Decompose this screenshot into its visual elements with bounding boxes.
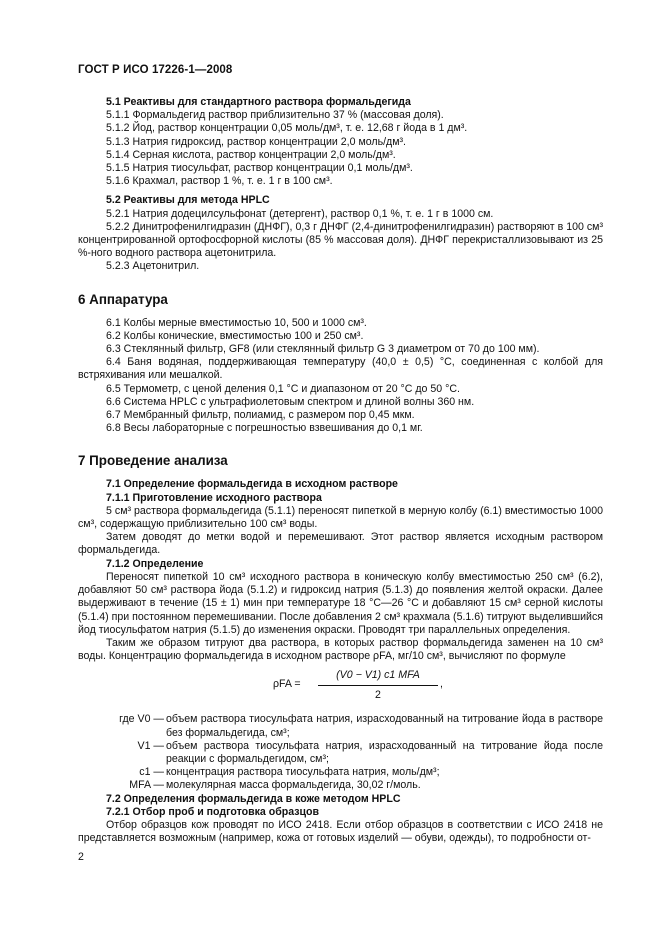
- paragraph: 5.2.2 Динитрофенилгидразин (ДНФГ), 0,3 г ДНФГ (2,4-динитрофенилгидразин) растворяют в 100 см³ концентрированной ортофосфорной кислоты (85 % массовая доля). ДНФГ перекристаллизовывают из 25 %-ного водного раствора ацетонитрила.: [78, 220, 603, 260]
- list-item: 5.1.6 Крахмал, раствор 1 %, т. е. 1 г в 100 см³.: [106, 175, 333, 188]
- definition-row: [78, 766, 603, 779]
- page-number: 2: [78, 851, 84, 863]
- list-item: 5.1.1 Формальдегид раствор приблизительно 37 % (массовая доля).: [106, 109, 444, 122]
- paragraph: Затем доводят до метки водой и перемешивают. Этот раствор является исходным раствором формальдегида.: [78, 531, 603, 557]
- list-item: 6.7 Мембранный фильтр, полиамид, с размером пор 0,45 мкм.: [106, 409, 415, 422]
- list-item: 5.1.4 Серная кислота, раствор концентрации 2,0 моль/дм³.: [106, 148, 396, 161]
- definition-text: молекулярная масса формальдегида, 30,02 г/моль.: [166, 779, 421, 792]
- list-item: 6.6 Система HPLC с ультрафиолетовым спектром и длиной волны 360 нм.: [106, 395, 475, 408]
- document-header: ГОСТ Р ИСО 17226-1—2008: [78, 64, 233, 76]
- list-item: 5.1.5 Натрия тиосульфат, раствор концентрации 0,1 моль/дм³.: [106, 162, 413, 175]
- section-7-1-2-title: 7.1.2 Определение: [106, 557, 204, 570]
- section-5-2-title: 5.2 Реактивы для метода HPLC: [106, 194, 270, 207]
- definition-row: [78, 740, 603, 766]
- formula-tail: ,: [440, 678, 443, 691]
- list-item: 6.3 Стеклянный фильтр, GF8 (или стеклянный фильтр G 3 диаметром от 70 до 100 мм).: [106, 343, 540, 356]
- list-item: 5.2.3 Ацетонитрил.: [106, 260, 200, 273]
- definition-term: MFA —: [129, 779, 164, 792]
- formula: [78, 665, 603, 709]
- section-7-2-title: 7.2 Определения формальдегида в коже методом HPLC: [106, 792, 401, 805]
- section-7-1-title: 7.1 Определение формальдегида в исходном растворе: [106, 478, 398, 491]
- section-7-heading: 7 Проведение анализа: [78, 453, 228, 469]
- document-body: [78, 96, 603, 845]
- definition-row: [78, 713, 603, 739]
- definition-text: концентрация раствора тиосульфата натрия, моль/дм³;: [166, 766, 440, 779]
- formula-denominator: 2: [375, 688, 381, 701]
- list-item: 6.8 Весы лабораторные с погрешностью взвешивания до 0,1 мг.: [106, 422, 423, 435]
- symbol-definitions: [78, 713, 603, 792]
- paragraph: Отбор образцов кож проводят по ИСО 2418. Если отбор образцов в соответствии с ИСО 2418 не представляется возможным (например, кожа от готовых изделий — обуви, одежды), то подробности от-: [78, 818, 603, 845]
- definition-row: [78, 779, 603, 792]
- formula-numerator: (V0 − V1) c1 MFA: [318, 669, 438, 685]
- list-item: 5.1.2 Йод, раствор концентрации 0,05 моль/дм³, т. е. 12,68 г йода в 1 дм³.: [106, 122, 468, 135]
- list-item: 5.2.1 Натрия додецилсульфонат (детергент), раствор 0,1 %, т. е. 1 г в 1000 см.: [106, 207, 494, 220]
- paragraph: 6.4 Баня водяная, поддерживающая температуру (40,0 ± 0,5) °С, соединенная с колбой для встряхивания или мешалкой.: [78, 356, 603, 382]
- section-7-1-1-title: 7.1.1 Приготовление исходного раствора: [106, 491, 322, 504]
- paragraph: 5 см³ раствора формальдегида (5.1.1) переносят пипеткой в мерную колбу (6.1) вместимостью 1000 см³, содержащую приблизительно 100 см³ воды.: [78, 504, 603, 531]
- definition-term: где V0 —: [119, 713, 164, 726]
- section-7-2-1-title: 7.2.1 Отбор проб и подготовка образцов: [106, 805, 320, 818]
- definition-text: объем раствора тиосульфата натрия, израсходованный на титрование йода после реакции с формальдегидом, см³;: [166, 739, 603, 765]
- paragraph: Переносят пипеткой 10 см³ исходного раствора в коническую колбу вместимостью 250 см³ (6.2), добавляют 50 см³ раствора йода (5.1.2) и гидроксид натрия (5.1.3) до появления желтой окраски. Далее выдерживают в течение (15 ± 1) мин при температуре 18 °С—26 °С и добавляют 15 см³ серной кислоты (5.1.4) при постоянном перемешивании. После добавления 2 см³ крахмала (5.1.6) титруют выделившийся йод тиосульфатом натрия (5.1.5) до изменения окраски. Проводят три параллельных определения.: [78, 570, 603, 636]
- paragraph: Таким же образом титруют два раствора, в которых раствор формальдегида заменен на 10 см³ воды. Концентрацию формальдегида в исходном растворе ρFA, мг/10 см³, вычисляют по формуле: [78, 636, 603, 663]
- definition-text: объем раствора тиосульфата натрия, израсходованный на титрование йода в растворе без формальдегида, см³;: [166, 713, 603, 739]
- formula-fraction: [318, 669, 438, 701]
- list-item: 6.5 Термометр, с ценой деления 0,1 °С и диапазоном от 20 °С до 50 °С.: [106, 382, 460, 395]
- list-item: 6.1 Колбы мерные вместимостью 10, 500 и 1000 см³.: [106, 316, 367, 329]
- list-item: 6.2 Колбы конические, вместимостью 100 и 250 см³.: [106, 329, 364, 342]
- list-item: 5.1.3 Натрия гидроксид, раствор концентрации 2,0 моль/дм³.: [106, 135, 406, 148]
- section-6-heading: 6 Аппаратура: [78, 291, 168, 307]
- formula-lhs: ρFA =: [273, 678, 301, 691]
- section-5-1-title: 5.1 Реактивы для стандартного раствора формальдегида: [106, 96, 411, 108]
- definition-term: V1 —: [137, 739, 164, 752]
- definition-term: c1 —: [139, 766, 164, 779]
